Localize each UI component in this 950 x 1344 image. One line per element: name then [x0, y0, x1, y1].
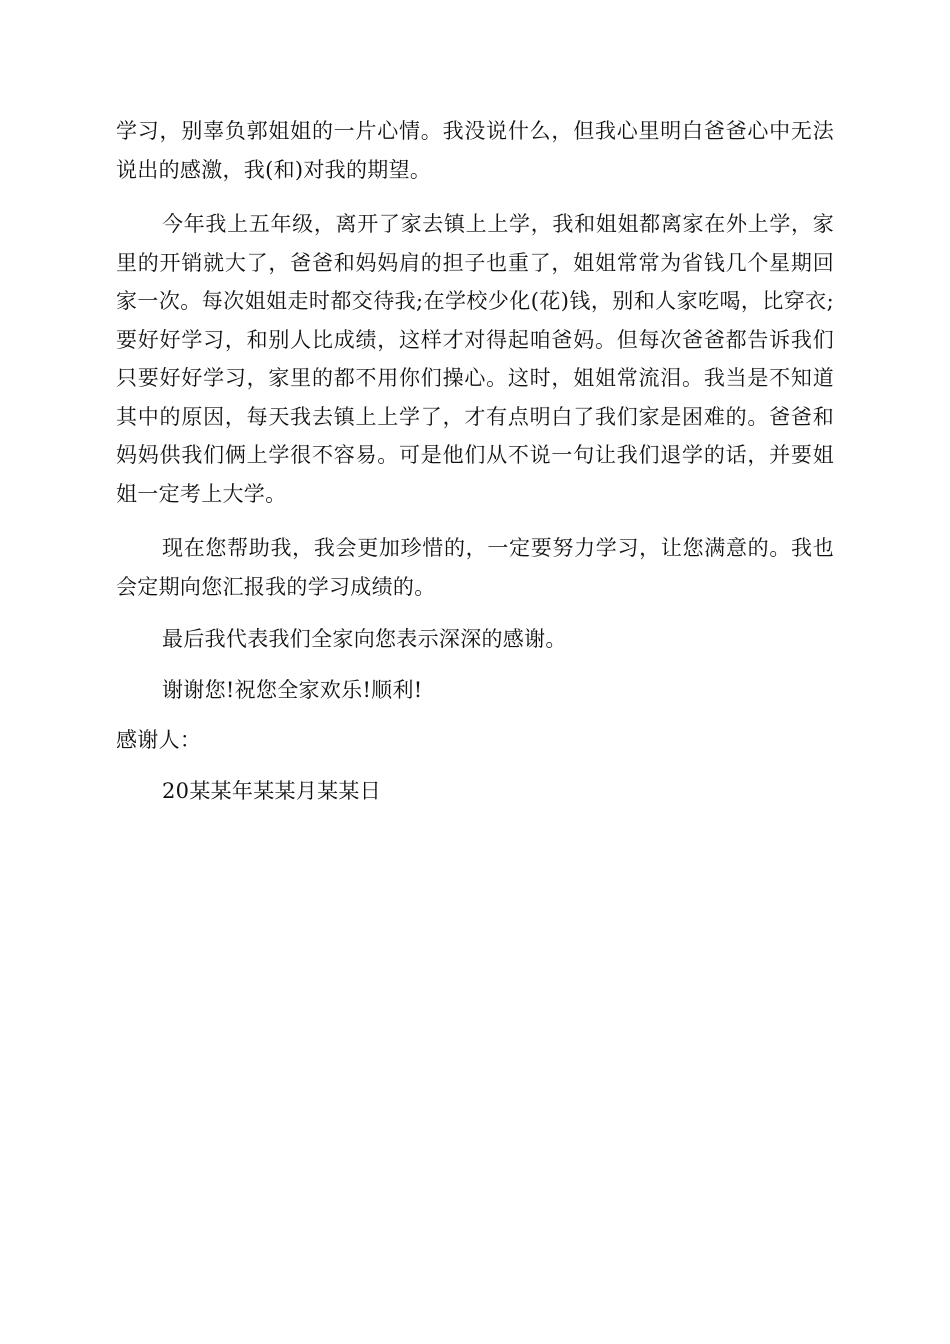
paragraph-family-situation: 今年我上五年级，离开了家去镇上上学，我和姐姐都离家在外上学，家里的开销就大了，爸爸和妈妈肩的担子也重了，姐姐常常为省钱几个星期回家一次。每次姐姐走时都交待我;在学校少化(花)钱，别和人家吃喝，比穿衣;要好好学习，和别人比成绩，这样才对得起咱爸妈。但每次爸爸都告诉我们只要好好学习，家里的都不用你们操心。这时，姐姐常流泪。我当是不知道其中的原因，每天我去镇上上学了，才有点明白了我们家是困难的。爸爸和妈妈供我们俩上学很不容易。可是他们从不说一句让我们退学的话，并要姐姐一定考上大学。 [116, 212, 834, 506]
letter-body [116, 112, 834, 810]
signature-label: 感谢人： [116, 728, 202, 752]
paragraph-thanks: 最后我代表我们全家向您表示深深的感谢。 [162, 627, 567, 651]
paragraph-wishes: 谢谢您!祝您全家欢乐!顺利! [162, 677, 423, 702]
paragraph-continuation: 学习，别辜负郭姐姐的一片心情。我没说什么，但我心里明白爸爸心中无法说出的感激，我(和)对我的期望。 [116, 119, 834, 182]
paragraph-promise: 现在您帮助我，我会更加珍惜的，一定要努力学习，让您满意的。我也会定期向您汇报我的学习成绩的。 [116, 536, 834, 599]
letter-date: 20某某年某某月某某日 [162, 778, 382, 803]
